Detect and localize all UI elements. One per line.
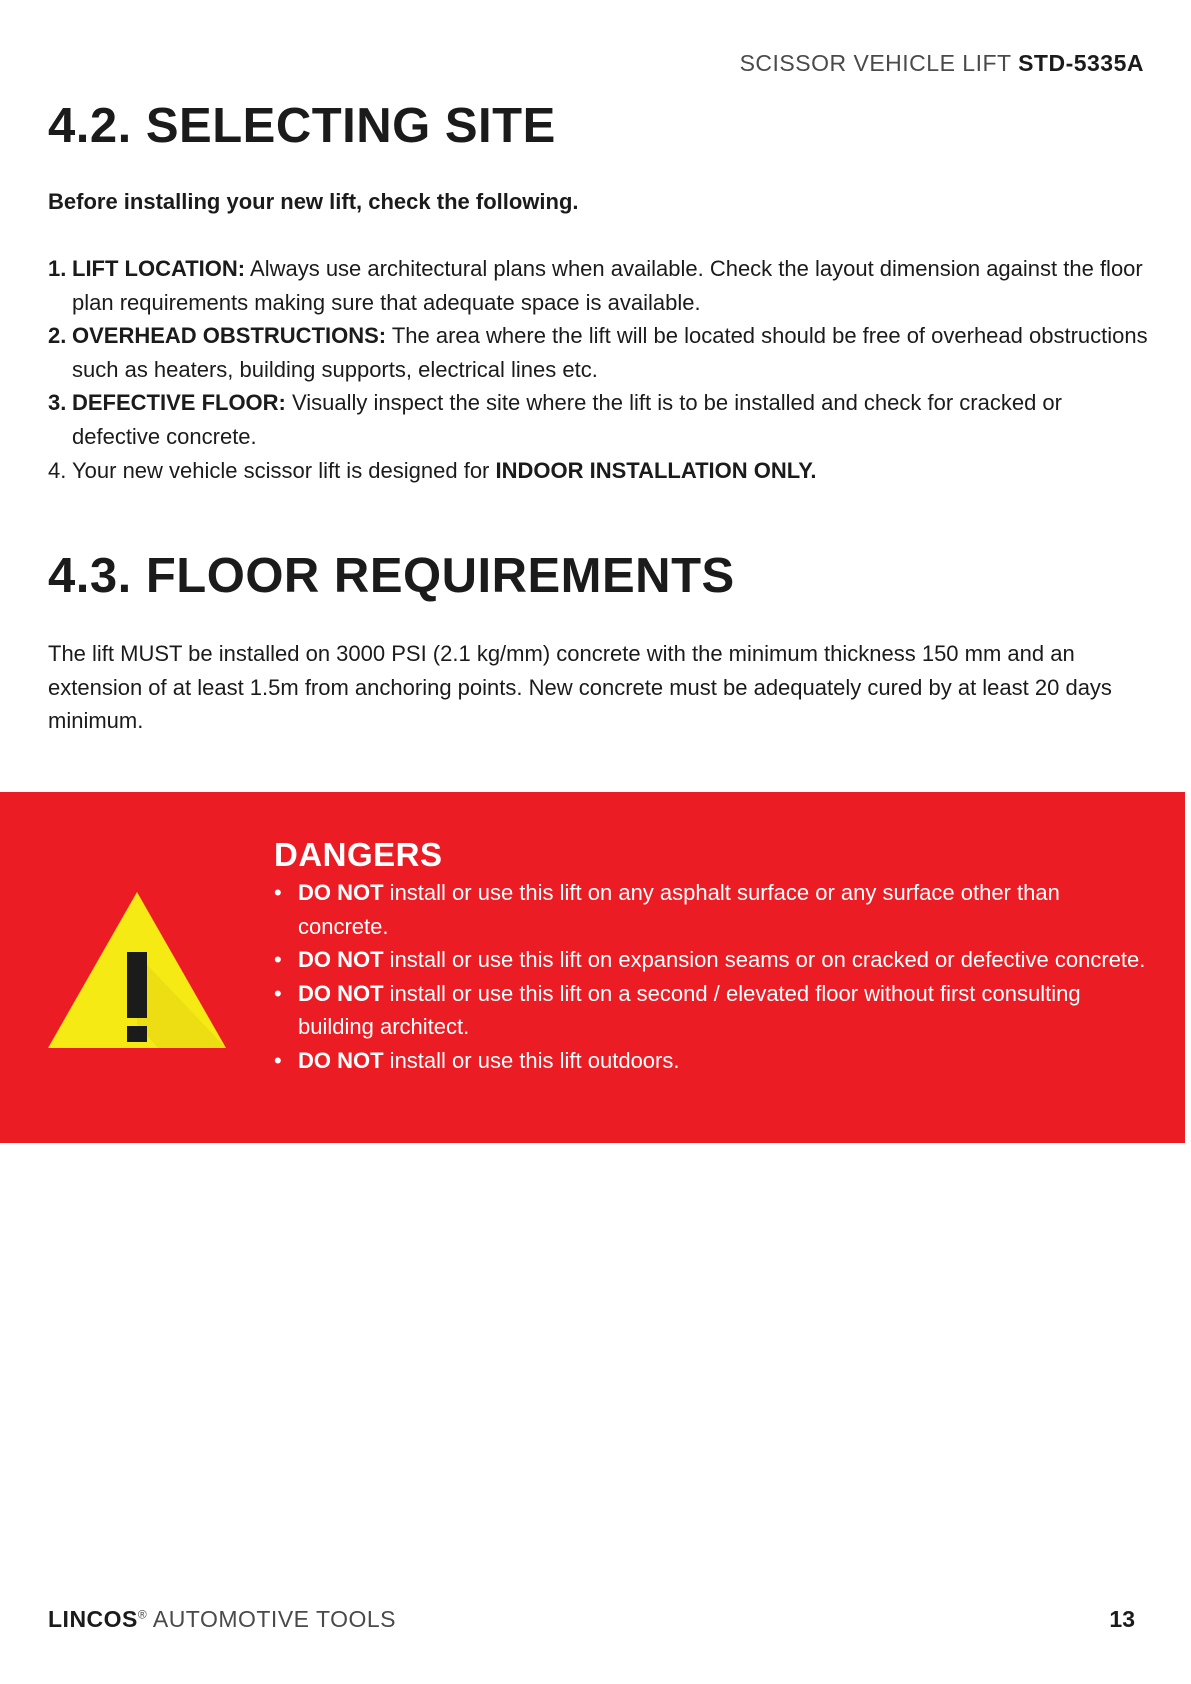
- item-text: The area where the lift will be located should be free of overhead obstructions such as heaters, building supports, electrical lines etc.: [72, 323, 1148, 382]
- brand-name: LINCOS: [48, 1606, 138, 1632]
- danger-item-bold: DO NOT: [298, 947, 384, 973]
- bullet: •: [274, 880, 282, 905]
- header-model: STD-5335A: [1018, 50, 1144, 76]
- item-text: Always use architectural plans when available. Check the layout dimension against the floor plan requirements making sure that adequate space is available.: [72, 256, 1143, 315]
- registered-mark: ®: [137, 1607, 148, 1622]
- dangers-panel: [0, 792, 1185, 1143]
- floor-requirements-body: The lift MUST be installed on 3000 PSI (2.1 kg/mm) concrete with the minimum thickness 150 mm and an extension of at least 1.5m from anchoring points. New concrete must be adequately cured by at least 20 days minimum.: [48, 641, 1112, 734]
- item-label: LIFT LOCATION:: [72, 256, 246, 281]
- item-text: Visually inspect the site where the lift is to be installed and check for cracked or defective concrete.: [72, 390, 1062, 449]
- item-number: 1.: [48, 256, 67, 281]
- danger-item: [274, 876, 1154, 943]
- list-item: [48, 386, 1148, 453]
- danger-item: [274, 977, 1154, 1044]
- section-title-selecting-site: 4.2. SELECTING SITE: [48, 99, 556, 153]
- item-number: 2.: [48, 323, 67, 349]
- section-title-floor-requirements: 4.3. FLOOR REQUIREMENTS: [48, 549, 735, 603]
- warning-triangle-icon: [48, 892, 226, 1048]
- danger-item-bold: DO NOT: [298, 980, 384, 1006]
- dangers-title: DANGERS: [274, 836, 443, 873]
- list-item: [48, 252, 1148, 319]
- danger-item-text: install or use this lift on expansion seams or on cracked or defective concrete.: [383, 947, 1146, 973]
- danger-item-text: install or use this lift on any asphalt surface or any surface other than concrete.: [298, 880, 1060, 939]
- item-number: 4.: [48, 457, 67, 483]
- list-item: [48, 454, 1148, 488]
- danger-item: [274, 943, 1154, 977]
- bullet: •: [274, 1047, 282, 1073]
- danger-item-bold: DO NOT: [298, 880, 384, 905]
- danger-item-text: install or use this lift outdoors.: [383, 1047, 680, 1073]
- footer-brand: [48, 1606, 396, 1633]
- item-label: DEFECTIVE FLOOR:: [72, 390, 286, 416]
- list-item: [48, 319, 1148, 386]
- item-text: Your new vehicle scissor lift is designed for: [72, 457, 496, 483]
- bullet: •: [274, 947, 282, 973]
- section-intro: Before installing your new lift, check the following.: [48, 189, 579, 214]
- danger-item-text: install or use this lift on a second / elevated floor without first consulting building architect.: [298, 980, 1081, 1040]
- dangers-list: [274, 876, 1154, 1078]
- bullet: •: [274, 980, 282, 1006]
- page-header: [740, 50, 1144, 77]
- brand-tagline: AUTOMOTIVE TOOLS: [152, 1606, 397, 1632]
- danger-item: [274, 1044, 1154, 1078]
- item-label: OVERHEAD OBSTRUCTIONS:: [72, 323, 387, 349]
- item-number: 3.: [48, 390, 67, 416]
- item-emphasis: INDOOR INSTALLATION ONLY.: [495, 457, 817, 483]
- page-number: 13: [1109, 1606, 1135, 1632]
- header-product: SCISSOR VEHICLE LIFT: [739, 50, 1012, 76]
- danger-item-bold: DO NOT: [298, 1047, 384, 1073]
- site-checklist: [48, 252, 1148, 487]
